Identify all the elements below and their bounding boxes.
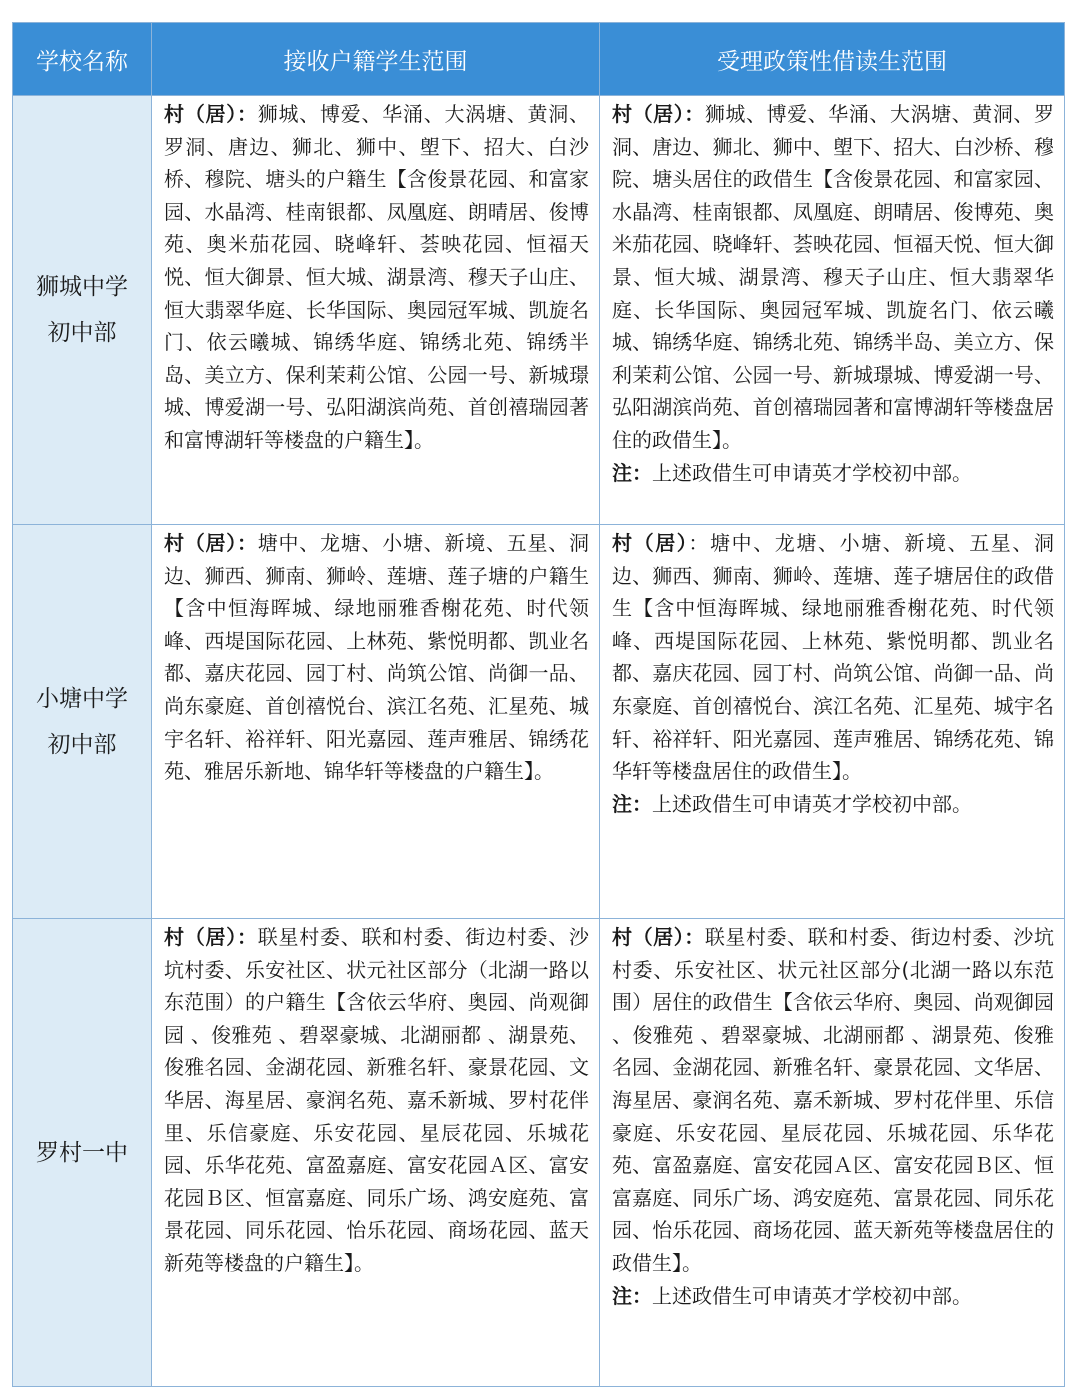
- school-name: [13, 96, 152, 525]
- village-label: 村（居）：: [612, 102, 705, 126]
- enrollment-scope-table: [12, 22, 1065, 1387]
- household-scope-text: 联星村委、联和村委、街边村委、沙坑村委、乐安社区、状元社区部分（北湖一路以东范围）的户籍生【含依云华府、奥园、尚观御园 、俊雅苑 、碧翠豪城、北湖丽都 、湖景苑、俊雅名园、金湖花园、新雅名轩、豪景花园、文华居、海星居、豪润名苑、嘉禾新城、罗村花伴里、乐信豪庭、乐安花园、星辰花园、乐城花园、乐华花苑、富盈嘉庭、富安花园Ａ区、富安花园Ｂ区、恒富嘉庭、同乐广场、鸿安庭苑、富景花园、同乐花园、怡乐花园、商场花园、蓝天新苑等楼盘的户籍生】。: [164, 925, 589, 1275]
- table-row: [13, 96, 1065, 525]
- village-label: 村（居）: [612, 531, 689, 555]
- policy-scope-cell: [600, 919, 1065, 1387]
- school-name-text: 狮城中学初中部: [36, 274, 128, 346]
- header-policy-scope: 受理政策性借读生范围: [600, 23, 1065, 96]
- policy-scope-cell: [600, 525, 1065, 919]
- table-row: [13, 525, 1065, 919]
- note-label: 注：: [612, 791, 652, 816]
- policy-scope-text: 联星村委、联和村委、街边村委、沙坑村委、乐安社区、状元社区部分(北湖一路以东范围）居住的政借生【含依云华府、奥园、尚观御园 、俊雅苑 、碧翠豪城、北湖丽都 、湖景苑、俊雅名园、金湖花园、新雅名轩、豪景花园、文华居、海星居、豪润名苑、嘉禾新城、罗村花伴里、乐信豪庭、乐安花园、星辰花园、乐城花园、乐华花苑、富盈嘉庭、富安花园Ａ区、富安花园Ｂ区、恒富嘉庭、同乐广场、鸿安庭苑、富景花园、同乐花园、怡乐花园、商场花园、蓝天新苑等楼盘居住的政借生】。: [612, 925, 1055, 1275]
- policy-scope-text: ：塘中、龙塘、小塘、新境、五星、洞边、狮西、狮南、狮岭、莲塘、莲子塘居住的政借生【含中恒海晖城、绿地丽雅香榭花苑、时代领峰、西堤国际花园、上林苑、紫悦明都、凯业名都、嘉庆花园、园丁村、尚筑公馆、尚御一品、尚东豪庭、首创禧悦台、滨江名苑、汇星苑、城宇名轩、裕祥轩、阳光嘉园、莲声雅居、锦绣花苑、锦华轩等楼盘居住的政借生】。: [612, 531, 1055, 784]
- school-name-text: 小塘中学初中部: [36, 685, 128, 758]
- school-name-text: 罗村一中: [36, 1139, 128, 1166]
- household-scope-cell: [152, 96, 600, 525]
- note-text: 上述政借生可申请英才学校初中部。: [652, 791, 972, 816]
- note-text: 上述政借生可申请英才学校初中部。: [652, 460, 972, 485]
- village-label: 村（居）：: [164, 925, 258, 949]
- table-header-row: [13, 23, 1065, 96]
- table-row: [13, 919, 1065, 1387]
- school-name: [13, 525, 152, 919]
- household-scope-text: 狮城、博爱、华涌、大涡塘、黄洞、罗洞、唐边、狮北、狮中、塱下、招大、白沙桥、穆院、塘头的户籍生【含俊景花园、和富家园、水晶湾、桂南银都、凤凰庭、朗晴居、俊博苑、奥米茄花园、晓峰轩、荟映花园、恒福天悦、恒大御景、恒大城、湖景湾、穆天子山庄、恒大翡翠华庭、长华国际、奥园冠军城、凯旋名门、依云曦城、锦绣华庭、锦绣北苑、锦绣半岛、美立方、保利茉莉公馆、公园一号、新城璟城、博爱湖一号、弘阳湖滨尚苑、首创禧瑞园著和富博湖轩等楼盘的户籍生】。: [164, 102, 589, 452]
- household-scope-cell: [152, 525, 600, 919]
- policy-scope-text: 狮城、博爱、华涌、大涡塘、黄洞、罗洞、唐边、狮北、狮中、塱下、招大、白沙桥、穆院、塘头居住的政借生【含俊景花园、和富家园、水晶湾、桂南银都、凤凰庭、朗晴居、俊博苑、奥米茄花园、晓峰轩、荟映花园、恒福天悦、恒大御景、恒大城、湖景湾、穆天子山庄、恒大翡翠华庭、长华国际、奥园冠军城、凯旋名门、依云曦城、锦绣华庭、锦绣北苑、锦绣半岛、美立方、保利茉莉公馆、公园一号、新城璟城、博爱湖一号、弘阳湖滨尚苑、首创禧瑞园著和富博湖轩等楼盘居住的政借生】。: [612, 102, 1055, 452]
- household-scope-text: 塘中、龙塘、小塘、新境、五星、洞边、狮西、狮南、狮岭、莲塘、莲子塘的户籍生【含中恒海晖城、绿地丽雅香榭花苑、时代领峰、西堤国际花园、上林苑、紫悦明都、凯业名都、嘉庆花园、园丁村、尚筑公馆、尚御一品、尚东豪庭、首创禧悦台、滨江名苑、汇星苑、城宇名轩、裕祥轩、阳光嘉园、莲声雅居、锦绣花苑、雅居乐新地、锦华轩等楼盘的户籍生】。: [164, 531, 589, 784]
- note-label: 注：: [612, 1283, 652, 1308]
- village-label: 村（居）：: [612, 925, 705, 949]
- policy-scope-cell: [600, 96, 1065, 525]
- school-name: [13, 919, 152, 1387]
- village-label: 村（居）：: [164, 102, 258, 126]
- header-household-scope: 接收户籍学生范围: [152, 23, 600, 96]
- household-scope-cell: [152, 919, 600, 1387]
- note-text: 上述政借生可申请英才学校初中部。: [652, 1283, 972, 1308]
- note-label: 注：: [612, 460, 652, 485]
- village-label: 村（居）：: [164, 531, 258, 555]
- header-school-name: 学校名称: [13, 23, 152, 96]
